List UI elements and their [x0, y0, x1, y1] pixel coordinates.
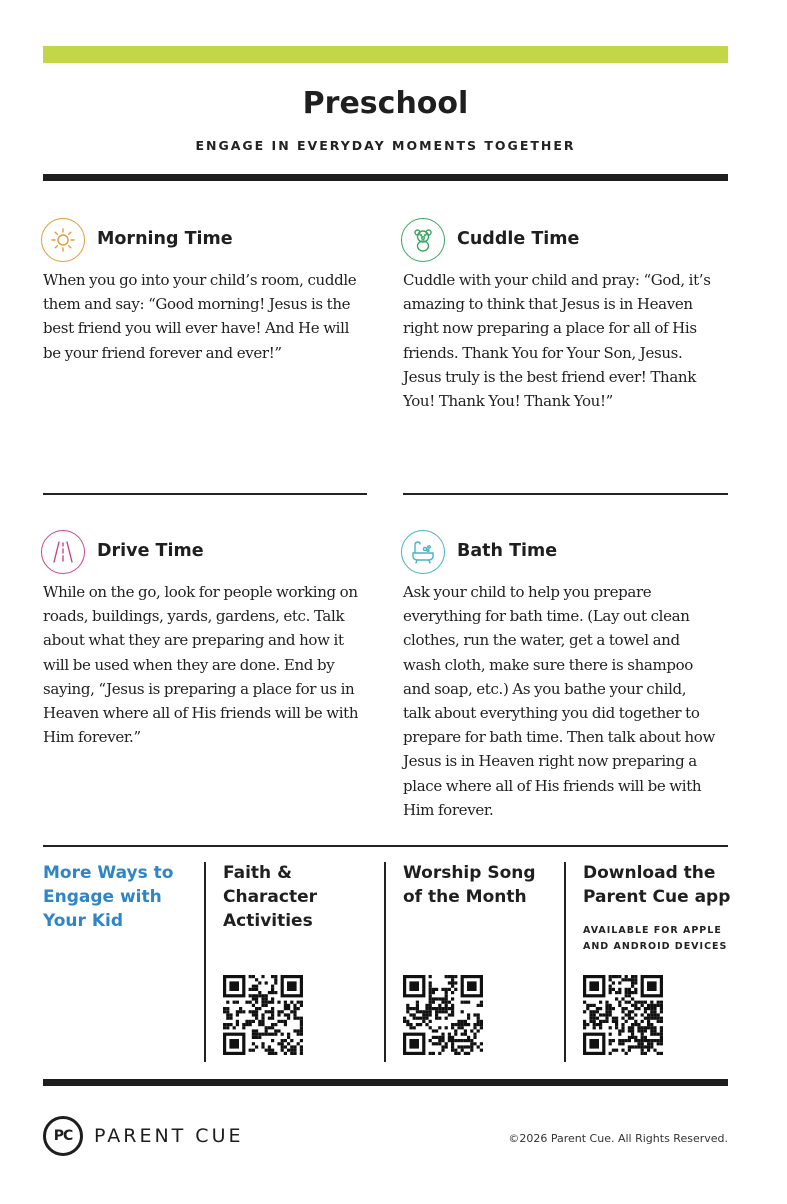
- section-divider-right: [403, 493, 728, 495]
- body-line: friends. Thank You for Your Son, Jesus.: [403, 343, 683, 362]
- parent-cue-logo[interactable]: [43, 1116, 243, 1156]
- body-line: You! Thank You! Thank You!”: [403, 392, 613, 411]
- column-divider: [384, 862, 386, 1062]
- body-line: talk about everything you did together to: [403, 704, 700, 723]
- body-line: When you go into your child’s room, cuddle: [43, 271, 357, 289]
- body-line: be your friend forever and ever!”: [43, 343, 282, 362]
- worship-song-heading: [403, 861, 558, 909]
- body-line: best friend you will ever have! And He will: [43, 319, 350, 338]
- section-body-morning: [43, 268, 383, 365]
- body-line: and soap, etc.) As you bathe your child,: [403, 679, 687, 698]
- body-line: prepare for bath time. Then talk about how: [403, 728, 715, 747]
- body-line: Him forever.: [403, 800, 494, 819]
- availability-note: [583, 923, 743, 955]
- section-body-drive: [43, 580, 383, 749]
- note-line: AND ANDROID DEVICES: [583, 941, 728, 952]
- heading-line: Activities: [223, 911, 313, 931]
- section-body-cuddle: [403, 268, 743, 413]
- body-line: will be used when they are done. End by: [43, 655, 335, 674]
- body-line: right now preparing a place for all of His: [403, 319, 697, 338]
- header-divider: [43, 174, 728, 181]
- body-line: them and say: “Good morning! Jesus is the: [43, 295, 351, 314]
- section-title-cuddle: Cuddle Time: [457, 229, 580, 249]
- section-divider-left: [43, 493, 367, 495]
- heading-line: Your Kid: [43, 911, 124, 931]
- body-line: about what they are preparing and how it: [43, 631, 344, 650]
- body-line: While on the go, look for people working on: [43, 583, 358, 601]
- bathtub-icon: [401, 530, 445, 574]
- column-divider: [564, 862, 566, 1062]
- footer-top-divider: [43, 845, 728, 847]
- copyright-notice: ©2026 Parent Cue. All Rights Reserved.: [508, 1132, 728, 1145]
- heading-line: Engage with: [43, 887, 162, 907]
- heading-line: Faith &: [223, 863, 292, 883]
- section-body-bath: [403, 580, 743, 822]
- body-line: roads, buildings, yards, gardens, etc. Talk: [43, 607, 345, 626]
- section-title-drive: Drive Time: [97, 541, 204, 561]
- section-title-morning: Morning Time: [97, 229, 233, 249]
- body-line: amazing to think that Jesus is in Heaven: [403, 295, 693, 314]
- more-ways-heading: [43, 861, 193, 933]
- teddy-bear-icon: [401, 218, 445, 262]
- body-line: Heaven where all of His friends will be with: [43, 704, 359, 723]
- column-divider: [204, 862, 206, 1062]
- qr-code-faith[interactable]: [223, 975, 303, 1055]
- page-title: Preschool: [302, 86, 469, 121]
- body-line: Jesus is in Heaven right now preparing a: [403, 752, 697, 771]
- note-line: AVAILABLE FOR APPLE: [583, 925, 722, 936]
- body-line: Ask your child to help you prepare: [403, 583, 652, 601]
- heading-line: Character: [223, 887, 318, 907]
- heading-line: of the Month: [403, 887, 527, 907]
- body-line: saying, “Jesus is preparing a place for us in: [43, 679, 355, 698]
- road-icon: [41, 530, 85, 574]
- section-title-bath: Bath Time: [457, 541, 558, 561]
- body-line: everything for bath time. (Lay out clean: [403, 607, 690, 626]
- footer-bottom-divider: [43, 1079, 728, 1086]
- logo-wordmark: PARENT CUE: [94, 1125, 244, 1147]
- heading-line: More Ways to: [43, 863, 174, 883]
- sun-icon: [41, 218, 85, 262]
- qr-code-worship[interactable]: [403, 975, 483, 1055]
- page-subtitle: ENGAGE IN EVERYDAY MOMENTS TOGETHER: [195, 138, 576, 153]
- download-app-heading: [583, 861, 743, 909]
- body-line: Jesus truly is the best friend ever! Thank: [403, 367, 696, 386]
- heading-line: Parent Cue app: [583, 887, 731, 907]
- body-line: wash cloth, make sure there is shampoo: [403, 655, 693, 674]
- logo-mark-icon: PC: [43, 1116, 83, 1156]
- qr-code-app[interactable]: [583, 975, 663, 1055]
- body-line: Him forever.”: [43, 728, 141, 747]
- heading-line: Worship Song: [403, 863, 536, 883]
- body-line: Cuddle with your child and pray: “God, it’s: [403, 271, 711, 289]
- faith-character-heading: [223, 861, 378, 933]
- body-line: clothes, run the water, get a towel and: [403, 631, 680, 650]
- body-line: place where all of His friends will be with: [403, 776, 702, 795]
- top-accent-bar: [43, 46, 728, 63]
- heading-line: Download the: [583, 863, 716, 883]
